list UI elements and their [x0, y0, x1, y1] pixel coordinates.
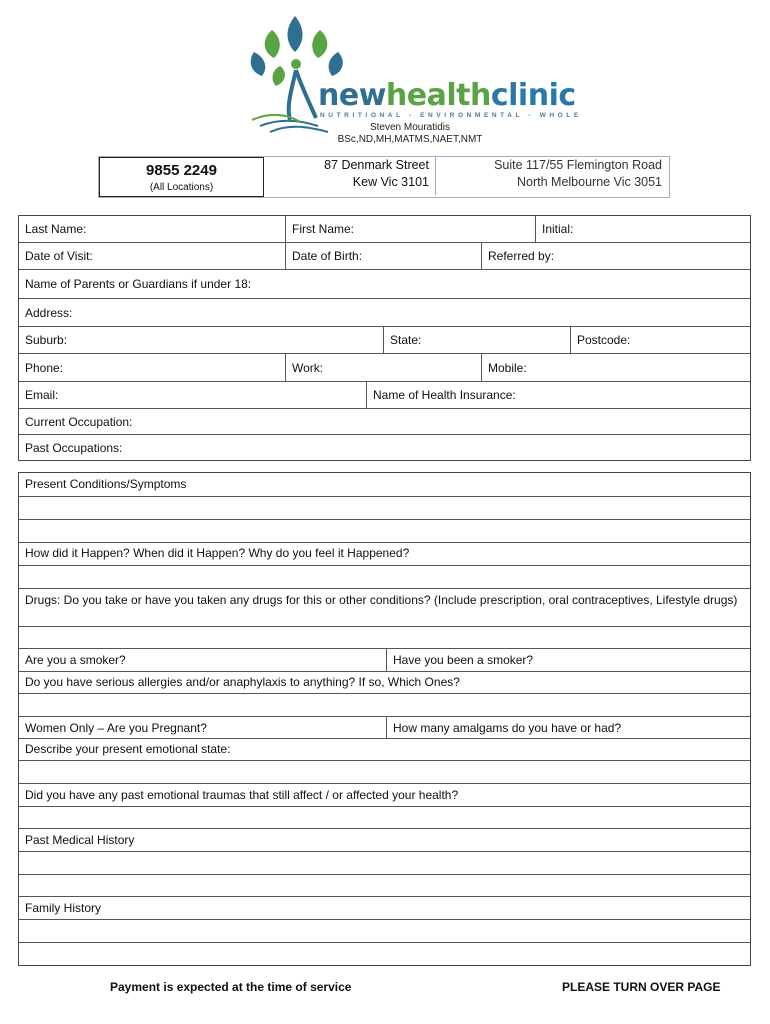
- drugs-line[interactable]: [19, 626, 750, 648]
- smoker-field[interactable]: Are you a smoker?: [25, 653, 126, 667]
- medical-history-label: Past Medical History: [25, 833, 135, 847]
- present-conditions-line[interactable]: [19, 496, 750, 519]
- drugs-label: Drugs: Do you take or have you taken any drugs for this or other conditions? (Include prescription, oral contraceptives, Lifestyle drugs): [25, 593, 738, 607]
- postcode-field[interactable]: Postcode:: [570, 327, 750, 353]
- form-row: [19, 216, 750, 242]
- personal-details-form: [18, 215, 751, 461]
- state-field[interactable]: State:: [383, 327, 570, 353]
- health-insurance-field[interactable]: Name of Health Insurance:: [366, 382, 750, 408]
- current-occupation-field[interactable]: Current Occupation:: [25, 415, 133, 429]
- brand-tagline: NUTRITIONAL - ENVIRONMENTAL - WHOLE: [320, 112, 582, 119]
- form-row: [19, 473, 750, 496]
- form-row: [19, 896, 750, 919]
- last-name-field[interactable]: Last Name:: [25, 222, 87, 236]
- phone-note: (All Locations): [149, 182, 214, 193]
- email-field[interactable]: Email:: [25, 388, 59, 402]
- family-history-label: Family History: [25, 901, 102, 915]
- present-conditions-line[interactable]: [19, 519, 750, 542]
- family-history-line[interactable]: [19, 919, 750, 942]
- address-field[interactable]: Address:: [25, 306, 73, 320]
- been-smoker-field[interactable]: Have you been a smoker?: [386, 649, 750, 671]
- contact-box: [98, 156, 670, 198]
- medical-history-line[interactable]: [19, 874, 750, 896]
- emotional-state-label: Describe your present emotional state:: [25, 742, 231, 756]
- form-row: [19, 353, 750, 381]
- form-row: [19, 783, 750, 806]
- phone-field[interactable]: Phone:: [25, 361, 64, 375]
- how-happen-label: How did it Happen? When did it Happen? Why do you feel it Happened?: [25, 546, 410, 560]
- practitioner-info: [300, 122, 520, 146]
- allergies-line[interactable]: [19, 693, 750, 716]
- form-row: [19, 408, 750, 434]
- health-history-form: [18, 472, 751, 966]
- location-north-melbourne: Suite 117/55 Flemington Road North Melbourne Vic 3051: [494, 158, 662, 189]
- form-row: [19, 326, 750, 353]
- turn-over-note: PLEASE TURN OVER PAGE: [562, 980, 721, 994]
- form-row: [19, 542, 750, 565]
- form-row: [19, 434, 750, 460]
- form-row: [19, 381, 750, 408]
- emotional-state-line[interactable]: [19, 760, 750, 783]
- date-of-visit-field[interactable]: Date of Visit:: [25, 249, 93, 263]
- brand-name: newhealthclinic: [318, 78, 576, 113]
- form-row: [19, 242, 750, 269]
- phone-number: 9855 2249: [146, 162, 217, 179]
- payment-note: Payment is expected at the time of service: [110, 980, 352, 994]
- amalgams-field[interactable]: How many amalgams do you have or had?: [386, 717, 750, 738]
- form-row: [19, 738, 750, 760]
- referred-by-field[interactable]: Referred by:: [481, 243, 750, 269]
- present-conditions-label: Present Conditions/Symptoms: [25, 477, 187, 491]
- traumas-line[interactable]: [19, 806, 750, 828]
- location-kew: 87 Denmark Street Kew Vic 3101: [264, 157, 436, 195]
- mobile-field[interactable]: Mobile:: [481, 354, 750, 381]
- family-history-line[interactable]: [19, 942, 750, 965]
- work-phone-field[interactable]: Work:: [285, 354, 481, 381]
- phone-box: [99, 157, 264, 197]
- form-row: [19, 648, 750, 671]
- first-name-field[interactable]: First Name:: [285, 216, 535, 242]
- medical-history-line[interactable]: [19, 851, 750, 874]
- form-row: [19, 588, 750, 626]
- traumas-label: Did you have any past emotional traumas that still affect / or affected your health?: [25, 788, 459, 802]
- date-of-birth-field[interactable]: Date of Birth:: [285, 243, 481, 269]
- practitioner-qualifications: BSc,ND,MH,MATMS,NAET,NMT: [337, 134, 483, 145]
- past-occupations-field[interactable]: Past Occupations:: [25, 441, 123, 455]
- suburb-field[interactable]: Suburb:: [25, 333, 68, 347]
- initial-field[interactable]: Initial:: [535, 216, 750, 242]
- pregnant-field[interactable]: Women Only – Are you Pregnant?: [25, 721, 207, 735]
- guardians-field[interactable]: Name of Parents or Guardians if under 18:: [25, 277, 252, 291]
- practitioner-name: Steven Mouratidis: [369, 122, 451, 133]
- form-row: [19, 269, 750, 298]
- how-happen-line[interactable]: [19, 565, 750, 588]
- form-row: [19, 671, 750, 693]
- form-row: [19, 828, 750, 851]
- allergies-label: Do you have serious allergies and/or anaphylaxis to anything? If so, Which Ones?: [25, 675, 460, 689]
- form-row: [19, 716, 750, 738]
- form-row: [19, 298, 750, 326]
